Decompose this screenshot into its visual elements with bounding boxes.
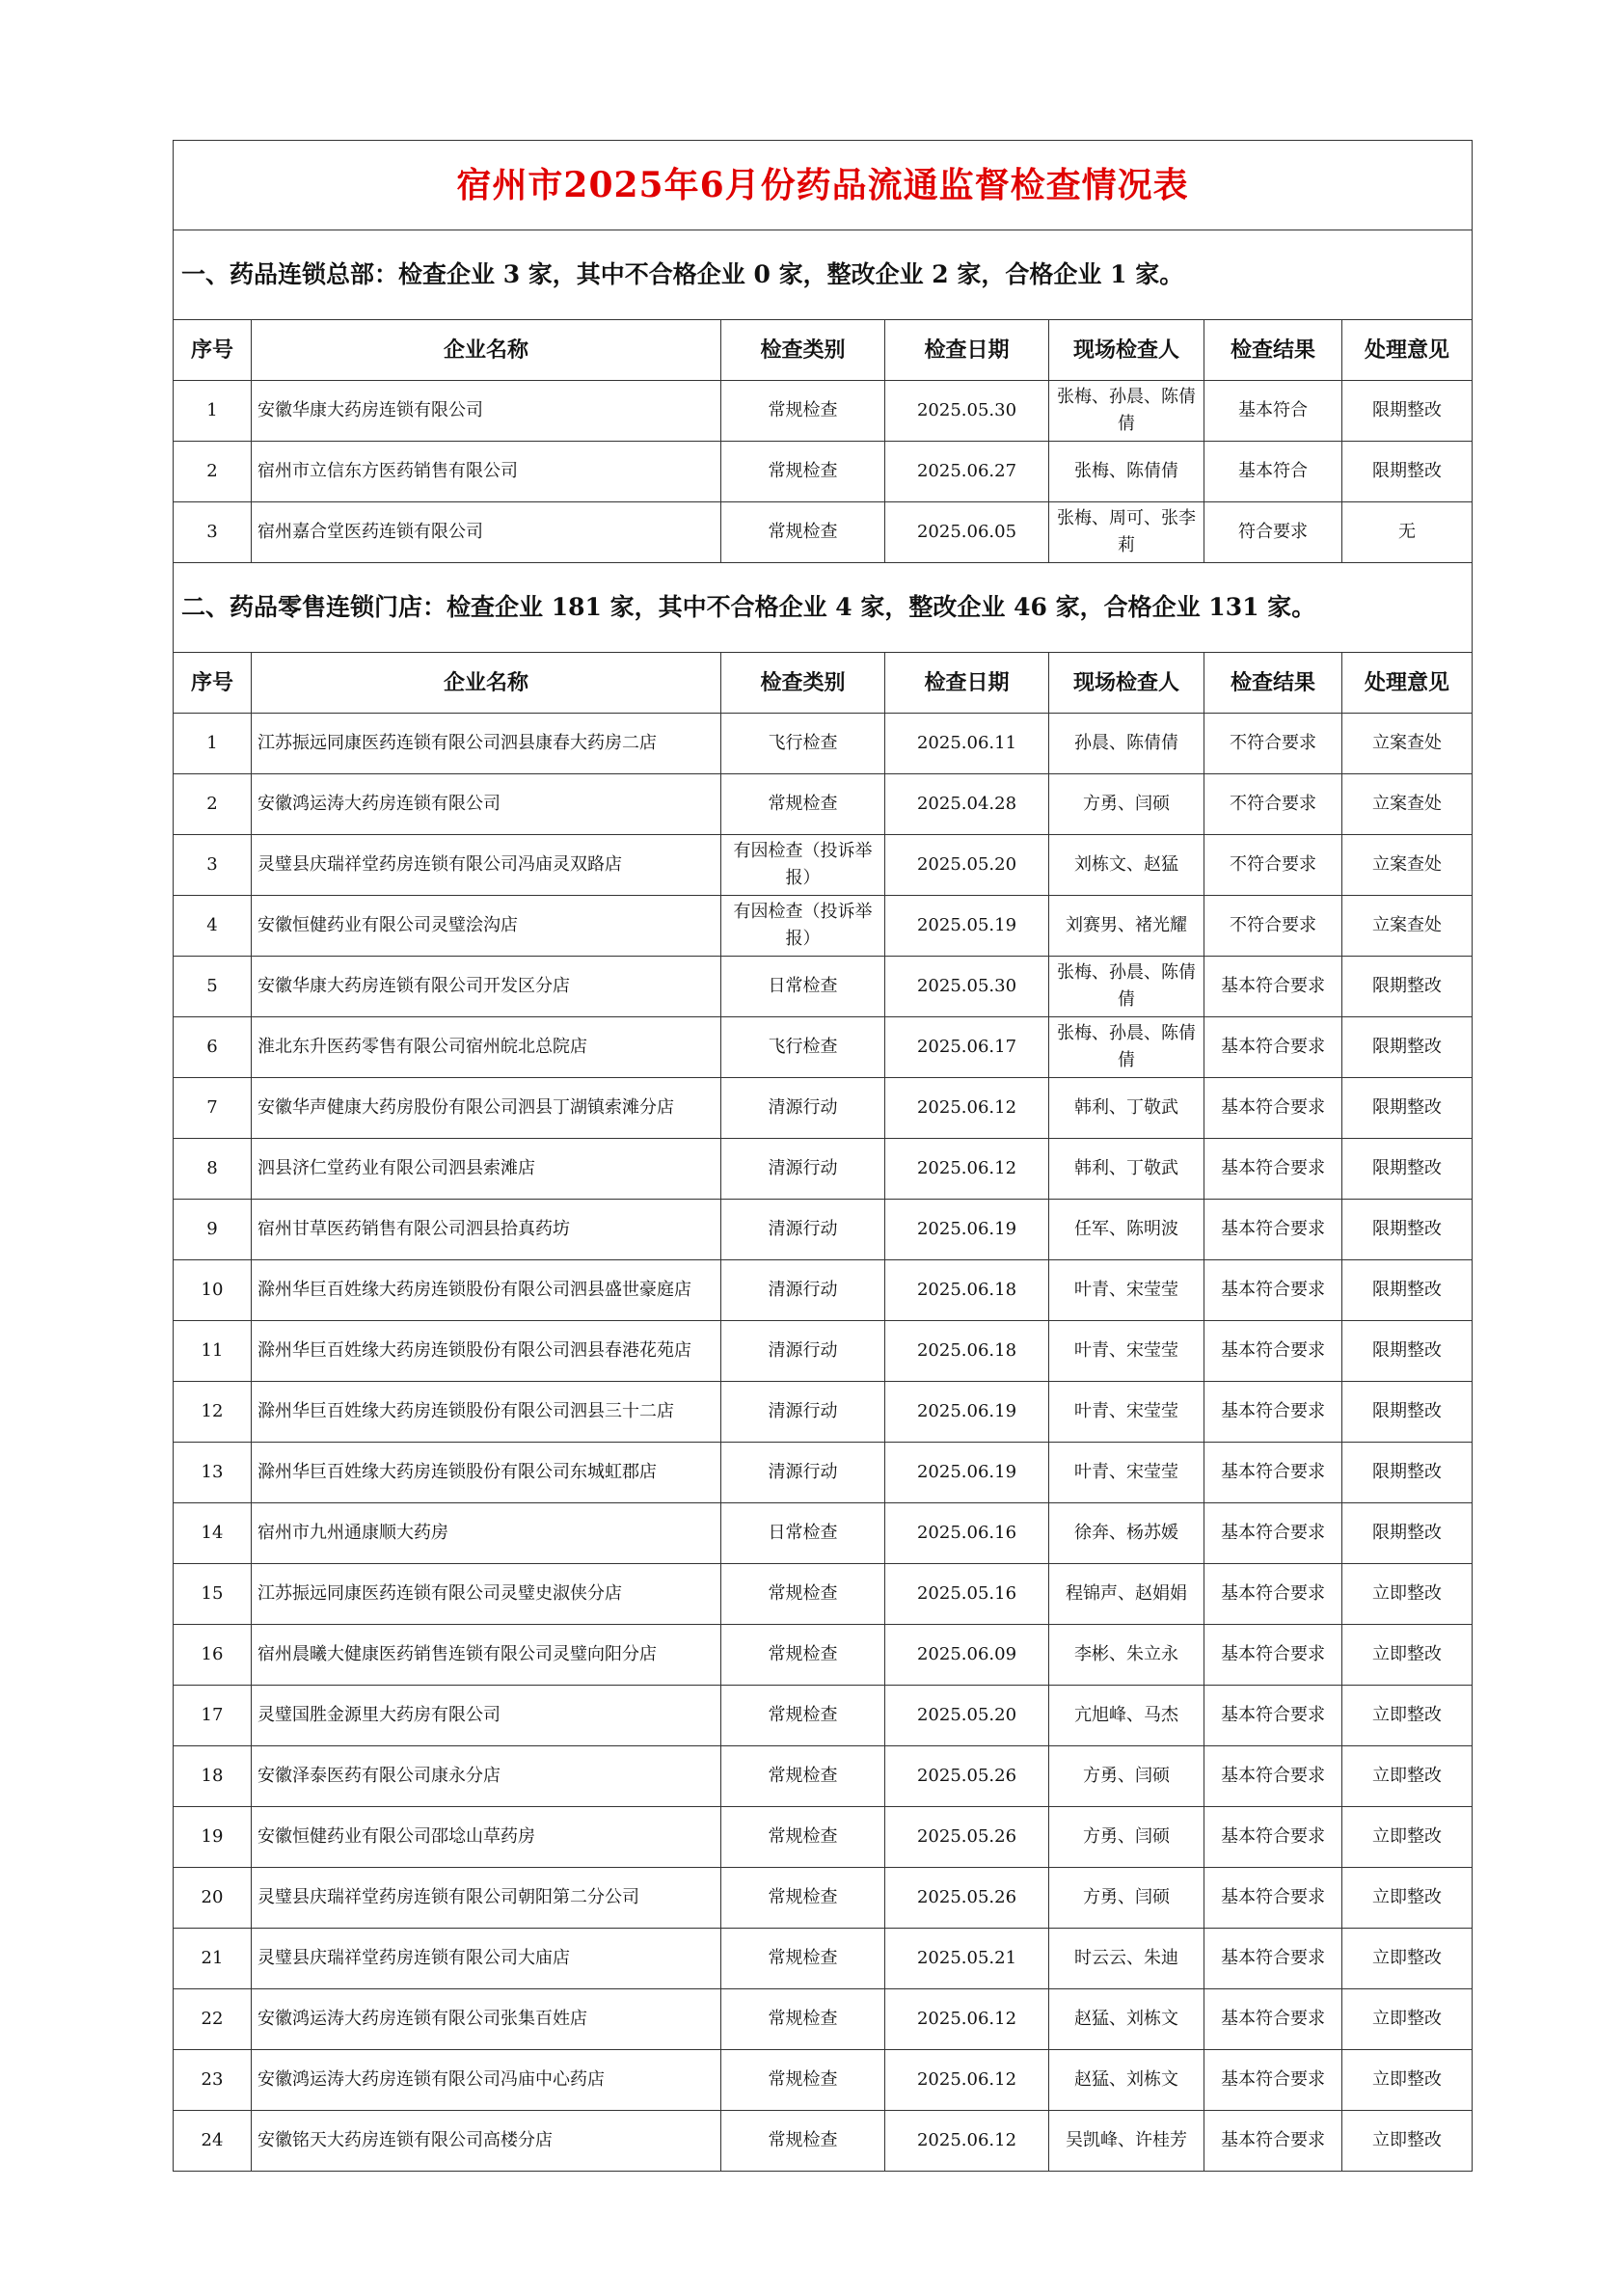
cell-inspection-date: 2025.06.11 — [885, 714, 1049, 774]
cell-company-name: 安徽华康大药房连锁有限公司开发区分店 — [252, 957, 721, 1017]
cell-handling-opinion: 立即整改 — [1342, 2111, 1473, 2172]
cell-inspectors: 韩利、丁敬武 — [1049, 1139, 1204, 1200]
cell-inspection-result: 基本符合要求 — [1204, 1321, 1342, 1382]
column-header-inspection-type: 检查类别 — [721, 320, 885, 381]
cell-handling-opinion: 限期整改 — [1342, 1200, 1473, 1260]
table-row — [174, 1746, 1473, 1807]
cell-inspection-date: 2025.05.30 — [885, 957, 1049, 1017]
table-row — [174, 442, 1473, 502]
cell-inspection-type: 常规检查 — [721, 1989, 885, 2050]
cell-inspection-date: 2025.06.17 — [885, 1017, 1049, 1078]
column-header-inspection-result: 检查结果 — [1204, 653, 1342, 714]
cell-row-index: 14 — [174, 1503, 252, 1564]
cell-handling-opinion: 无 — [1342, 502, 1473, 563]
cell-row-index: 24 — [174, 2111, 252, 2172]
table-row — [174, 1989, 1473, 2050]
cell-inspection-type: 常规检查 — [721, 1625, 885, 1686]
cell-inspectors: 亢旭峰、马杰 — [1049, 1686, 1204, 1746]
cell-inspection-result: 基本符合要求 — [1204, 1929, 1342, 1989]
cell-company-name: 宿州甘草医药销售有限公司泗县拾真药坊 — [252, 1200, 721, 1260]
cell-inspection-date: 2025.06.05 — [885, 502, 1049, 563]
cell-row-index: 20 — [174, 1868, 252, 1929]
cell-row-index: 15 — [174, 1564, 252, 1625]
section-heading-row — [174, 230, 1473, 320]
table-row — [174, 835, 1473, 896]
cell-row-index: 18 — [174, 1746, 252, 1807]
cell-inspectors: 叶青、宋莹莹 — [1049, 1443, 1204, 1503]
cell-row-index: 8 — [174, 1139, 252, 1200]
column-header-row-index: 序号 — [174, 653, 252, 714]
cell-inspection-date: 2025.06.12 — [885, 2050, 1049, 2111]
cell-inspection-type: 常规检查 — [721, 2111, 885, 2172]
cell-row-index: 12 — [174, 1382, 252, 1443]
cell-handling-opinion: 限期整改 — [1342, 1443, 1473, 1503]
cell-inspection-result: 基本符合要求 — [1204, 1200, 1342, 1260]
cell-inspection-result: 符合要求 — [1204, 502, 1342, 563]
cell-inspectors: 刘赛男、褚光耀 — [1049, 896, 1204, 957]
cell-inspection-type: 日常检查 — [721, 957, 885, 1017]
cell-handling-opinion: 立即整改 — [1342, 1868, 1473, 1929]
cell-inspection-type: 常规检查 — [721, 1929, 885, 1989]
table-row — [174, 1078, 1473, 1139]
cell-inspection-result: 基本符合要求 — [1204, 2050, 1342, 2111]
table-row — [174, 1139, 1473, 1200]
cell-row-index: 23 — [174, 2050, 252, 2111]
cell-row-index: 5 — [174, 957, 252, 1017]
table-row — [174, 1868, 1473, 1929]
cell-row-index: 19 — [174, 1807, 252, 1868]
cell-inspection-result: 基本符合要求 — [1204, 1564, 1342, 1625]
cell-inspectors: 任军、陈明波 — [1049, 1200, 1204, 1260]
cell-company-name: 安徽恒健药业有限公司灵璧浍沟店 — [252, 896, 721, 957]
cell-row-index: 21 — [174, 1929, 252, 1989]
column-header-company-name: 企业名称 — [252, 320, 721, 381]
cell-inspection-result: 基本符合要求 — [1204, 1503, 1342, 1564]
cell-company-name: 滁州华巨百姓缘大药房连锁股份有限公司东城虹郡店 — [252, 1443, 721, 1503]
cell-handling-opinion: 限期整改 — [1342, 1260, 1473, 1321]
cell-row-index: 1 — [174, 714, 252, 774]
cell-inspection-type: 常规检查 — [721, 1686, 885, 1746]
cell-inspectors: 吴凯峰、许桂芳 — [1049, 2111, 1204, 2172]
cell-inspection-type: 常规检查 — [721, 774, 885, 835]
table-row — [174, 1564, 1473, 1625]
cell-inspection-date: 2025.06.09 — [885, 1625, 1049, 1686]
cell-inspectors: 韩利、丁敬武 — [1049, 1078, 1204, 1139]
cell-inspectors: 叶青、宋莹莹 — [1049, 1382, 1204, 1443]
cell-inspection-type: 清源行动 — [721, 1260, 885, 1321]
cell-company-name: 安徽鸿运涛大药房连锁有限公司张集百姓店 — [252, 1989, 721, 2050]
cell-inspection-date: 2025.06.12 — [885, 1078, 1049, 1139]
cell-handling-opinion: 立即整改 — [1342, 1746, 1473, 1807]
table-row — [174, 1382, 1473, 1443]
cell-inspectors: 李彬、朱立永 — [1049, 1625, 1204, 1686]
cell-inspectors: 张梅、陈倩倩 — [1049, 442, 1204, 502]
cell-handling-opinion: 限期整改 — [1342, 957, 1473, 1017]
cell-handling-opinion: 立案查处 — [1342, 835, 1473, 896]
cell-inspectors: 张梅、孙晨、陈倩倩 — [1049, 957, 1204, 1017]
cell-inspection-type: 清源行动 — [721, 1139, 885, 1200]
table-row — [174, 1443, 1473, 1503]
cell-handling-opinion: 限期整改 — [1342, 1503, 1473, 1564]
cell-inspection-date: 2025.06.16 — [885, 1503, 1049, 1564]
cell-handling-opinion: 立即整改 — [1342, 1625, 1473, 1686]
cell-row-index: 4 — [174, 896, 252, 957]
table-header-row — [174, 320, 1473, 381]
table-row — [174, 714, 1473, 774]
cell-inspection-date: 2025.06.19 — [885, 1443, 1049, 1503]
cell-row-index: 7 — [174, 1078, 252, 1139]
cell-inspection-result: 基本符合要求 — [1204, 1868, 1342, 1929]
table-row — [174, 774, 1473, 835]
cell-inspection-result: 基本符合要求 — [1204, 1807, 1342, 1868]
table-row — [174, 1321, 1473, 1382]
cell-inspection-date: 2025.05.19 — [885, 896, 1049, 957]
cell-inspection-type: 有因检查（投诉举报） — [721, 835, 885, 896]
cell-handling-opinion: 限期整改 — [1342, 1078, 1473, 1139]
table-row — [174, 1200, 1473, 1260]
cell-company-name: 灵璧县庆瑞祥堂药房连锁有限公司朝阳第二分公司 — [252, 1868, 721, 1929]
cell-row-index: 17 — [174, 1686, 252, 1746]
cell-inspection-type: 清源行动 — [721, 1443, 885, 1503]
cell-inspection-result: 基本符合要求 — [1204, 1686, 1342, 1746]
cell-inspectors: 方勇、闫硕 — [1049, 774, 1204, 835]
cell-inspection-date: 2025.05.20 — [885, 835, 1049, 896]
cell-inspection-result: 基本符合 — [1204, 381, 1342, 442]
column-header-handling-opinion: 处理意见 — [1342, 320, 1473, 381]
table-row — [174, 1807, 1473, 1868]
cell-company-name: 淮北东升医药零售有限公司宿州皖北总院店 — [252, 1017, 721, 1078]
cell-inspection-result: 基本符合要求 — [1204, 1382, 1342, 1443]
cell-handling-opinion: 限期整改 — [1342, 1017, 1473, 1078]
cell-inspectors: 方勇、闫硕 — [1049, 1807, 1204, 1868]
cell-handling-opinion: 立即整改 — [1342, 2050, 1473, 2111]
cell-inspection-result: 不符合要求 — [1204, 896, 1342, 957]
cell-inspection-type: 常规检查 — [721, 1868, 885, 1929]
inspection-sheet — [173, 140, 1472, 2172]
column-header-row-index: 序号 — [174, 320, 252, 381]
cell-inspection-type: 清源行动 — [721, 1382, 885, 1443]
cell-company-name: 宿州嘉合堂医药连锁有限公司 — [252, 502, 721, 563]
cell-inspection-type: 常规检查 — [721, 1564, 885, 1625]
cell-inspectors: 方勇、闫硕 — [1049, 1746, 1204, 1807]
cell-company-name: 灵璧县庆瑞祥堂药房连锁有限公司冯庙灵双路店 — [252, 835, 721, 896]
cell-inspection-type: 清源行动 — [721, 1078, 885, 1139]
cell-handling-opinion: 限期整改 — [1342, 1139, 1473, 1200]
cell-inspection-type: 常规检查 — [721, 1746, 885, 1807]
cell-inspection-date: 2025.06.19 — [885, 1200, 1049, 1260]
cell-inspectors: 张梅、孙晨、陈倩倩 — [1049, 1017, 1204, 1078]
cell-inspection-type: 日常检查 — [721, 1503, 885, 1564]
cell-row-index: 1 — [174, 381, 252, 442]
cell-company-name: 滁州华巨百姓缘大药房连锁股份有限公司泗县春港花苑店 — [252, 1321, 721, 1382]
cell-company-name: 滁州华巨百姓缘大药房连锁股份有限公司泗县盛世豪庭店 — [252, 1260, 721, 1321]
table-row — [174, 1017, 1473, 1078]
cell-inspection-type: 常规检查 — [721, 502, 885, 563]
cell-inspection-result: 不符合要求 — [1204, 774, 1342, 835]
cell-inspectors: 程锦声、赵娟娟 — [1049, 1564, 1204, 1625]
cell-row-index: 22 — [174, 1989, 252, 2050]
cell-inspectors: 赵猛、刘栋文 — [1049, 1989, 1204, 2050]
cell-company-name: 滁州华巨百姓缘大药房连锁股份有限公司泗县三十二店 — [252, 1382, 721, 1443]
column-header-inspectors: 现场检查人 — [1049, 653, 1204, 714]
cell-company-name: 安徽华康大药房连锁有限公司 — [252, 381, 721, 442]
cell-handling-opinion: 限期整改 — [1342, 1382, 1473, 1443]
cell-inspection-result: 基本符合要求 — [1204, 1139, 1342, 1200]
cell-inspection-result: 基本符合 — [1204, 442, 1342, 502]
table-row — [174, 1686, 1473, 1746]
cell-inspection-date: 2025.06.12 — [885, 1989, 1049, 2050]
cell-company-name: 宿州晨曦大健康医药销售连锁有限公司灵璧向阳分店 — [252, 1625, 721, 1686]
cell-row-index: 3 — [174, 502, 252, 563]
cell-inspection-date: 2025.05.26 — [885, 1868, 1049, 1929]
cell-company-name: 灵璧国胜金源里大药房有限公司 — [252, 1686, 721, 1746]
cell-inspection-date: 2025.05.21 — [885, 1929, 1049, 1989]
table-row — [174, 381, 1473, 442]
column-header-inspectors: 现场检查人 — [1049, 320, 1204, 381]
cell-inspection-type: 常规检查 — [721, 442, 885, 502]
cell-inspection-type: 清源行动 — [721, 1321, 885, 1382]
cell-inspection-date: 2025.05.30 — [885, 381, 1049, 442]
section-heading: 一、药品连锁总部：检查企业 3 家，其中不合格企业 0 家，整改企业 2 家，合格企业 1 家。 — [174, 230, 1473, 320]
cell-inspection-result: 基本符合要求 — [1204, 1260, 1342, 1321]
cell-inspection-date: 2025.05.26 — [885, 1746, 1049, 1807]
cell-handling-opinion: 立案查处 — [1342, 774, 1473, 835]
table-row — [174, 1625, 1473, 1686]
column-header-inspection-date: 检查日期 — [885, 320, 1049, 381]
cell-inspection-result: 基本符合要求 — [1204, 1989, 1342, 2050]
column-header-inspection-date: 检查日期 — [885, 653, 1049, 714]
cell-inspection-date: 2025.06.19 — [885, 1382, 1049, 1443]
cell-company-name: 安徽泽泰医药有限公司康永分店 — [252, 1746, 721, 1807]
cell-inspection-type: 常规检查 — [721, 2050, 885, 2111]
cell-row-index: 3 — [174, 835, 252, 896]
page-title: 宿州市2025年6月份药品流通监督检查情况表 — [174, 141, 1473, 230]
inspection-table — [173, 140, 1473, 2172]
cell-inspection-type: 飞行检查 — [721, 714, 885, 774]
cell-handling-opinion: 立即整改 — [1342, 1807, 1473, 1868]
cell-inspection-type: 飞行检查 — [721, 1017, 885, 1078]
cell-inspection-result: 基本符合要求 — [1204, 1443, 1342, 1503]
cell-inspectors: 时云云、朱迪 — [1049, 1929, 1204, 1989]
cell-row-index: 11 — [174, 1321, 252, 1382]
table-row — [174, 957, 1473, 1017]
cell-row-index: 16 — [174, 1625, 252, 1686]
cell-inspectors: 刘栋文、赵猛 — [1049, 835, 1204, 896]
section-heading: 二、药品零售连锁门店：检查企业 181 家，其中不合格企业 4 家，整改企业 46 家，合格企业 131 家。 — [174, 563, 1473, 653]
cell-handling-opinion: 立即整改 — [1342, 1929, 1473, 1989]
cell-inspection-result: 不符合要求 — [1204, 714, 1342, 774]
cell-inspectors: 赵猛、刘栋文 — [1049, 2050, 1204, 2111]
table-row — [174, 1929, 1473, 1989]
cell-inspection-date: 2025.04.28 — [885, 774, 1049, 835]
cell-inspection-result: 基本符合要求 — [1204, 1625, 1342, 1686]
cell-inspection-type: 常规检查 — [721, 381, 885, 442]
cell-company-name: 江苏振远同康医药连锁有限公司灵璧史淑侠分店 — [252, 1564, 721, 1625]
cell-handling-opinion: 限期整改 — [1342, 442, 1473, 502]
cell-inspection-type: 清源行动 — [721, 1200, 885, 1260]
table-row — [174, 896, 1473, 957]
cell-company-name: 安徽铭天大药房连锁有限公司高楼分店 — [252, 2111, 721, 2172]
column-header-company-name: 企业名称 — [252, 653, 721, 714]
column-header-inspection-type: 检查类别 — [721, 653, 885, 714]
cell-inspection-date: 2025.06.12 — [885, 1139, 1049, 1200]
table-row — [174, 1260, 1473, 1321]
cell-row-index: 13 — [174, 1443, 252, 1503]
cell-company-name: 泗县济仁堂药业有限公司泗县索滩店 — [252, 1139, 721, 1200]
cell-row-index: 10 — [174, 1260, 252, 1321]
section-heading-row — [174, 563, 1473, 653]
column-header-inspection-result: 检查结果 — [1204, 320, 1342, 381]
column-header-handling-opinion: 处理意见 — [1342, 653, 1473, 714]
cell-inspection-date: 2025.06.12 — [885, 2111, 1049, 2172]
cell-inspection-date: 2025.06.18 — [885, 1260, 1049, 1321]
cell-inspection-result: 基本符合要求 — [1204, 1017, 1342, 1078]
cell-inspection-result: 基本符合要求 — [1204, 957, 1342, 1017]
cell-inspectors: 叶青、宋莹莹 — [1049, 1260, 1204, 1321]
cell-company-name: 安徽华声健康大药房股份有限公司泗县丁湖镇索滩分店 — [252, 1078, 721, 1139]
cell-company-name: 安徽恒健药业有限公司邵埝山草药房 — [252, 1807, 721, 1868]
cell-handling-opinion: 限期整改 — [1342, 1321, 1473, 1382]
cell-inspection-date: 2025.06.27 — [885, 442, 1049, 502]
cell-inspection-date: 2025.05.26 — [885, 1807, 1049, 1868]
cell-row-index: 2 — [174, 774, 252, 835]
table-header-row — [174, 653, 1473, 714]
cell-company-name: 安徽鸿运涛大药房连锁有限公司冯庙中心药店 — [252, 2050, 721, 2111]
cell-inspectors: 方勇、闫硕 — [1049, 1868, 1204, 1929]
cell-handling-opinion: 立即整改 — [1342, 1989, 1473, 2050]
table-row — [174, 2050, 1473, 2111]
cell-handling-opinion: 立即整改 — [1342, 1564, 1473, 1625]
cell-row-index: 6 — [174, 1017, 252, 1078]
cell-inspection-date: 2025.06.18 — [885, 1321, 1049, 1382]
cell-inspection-result: 不符合要求 — [1204, 835, 1342, 896]
cell-company-name: 宿州市九州通康顺大药房 — [252, 1503, 721, 1564]
cell-company-name: 宿州市立信东方医药销售有限公司 — [252, 442, 721, 502]
table-row — [174, 1503, 1473, 1564]
cell-company-name: 江苏振远同康医药连锁有限公司泗县康春大药房二店 — [252, 714, 721, 774]
cell-inspection-result: 基本符合要求 — [1204, 1078, 1342, 1139]
cell-company-name: 灵璧县庆瑞祥堂药房连锁有限公司大庙店 — [252, 1929, 721, 1989]
cell-inspectors: 孙晨、陈倩倩 — [1049, 714, 1204, 774]
cell-inspection-result: 基本符合要求 — [1204, 2111, 1342, 2172]
cell-inspection-date: 2025.05.16 — [885, 1564, 1049, 1625]
cell-inspectors: 张梅、周可、张李莉 — [1049, 502, 1204, 563]
cell-inspection-type: 常规检查 — [721, 1807, 885, 1868]
cell-handling-opinion: 立即整改 — [1342, 1686, 1473, 1746]
cell-company-name: 安徽鸿运涛大药房连锁有限公司 — [252, 774, 721, 835]
cell-inspectors: 徐奔、杨苏媛 — [1049, 1503, 1204, 1564]
table-row — [174, 2111, 1473, 2172]
cell-handling-opinion: 立案查处 — [1342, 714, 1473, 774]
cell-handling-opinion: 限期整改 — [1342, 381, 1473, 442]
cell-inspection-type: 有因检查（投诉举报） — [721, 896, 885, 957]
cell-handling-opinion: 立案查处 — [1342, 896, 1473, 957]
cell-inspectors: 张梅、孙晨、陈倩倩 — [1049, 381, 1204, 442]
table-row — [174, 502, 1473, 563]
cell-inspection-date: 2025.05.20 — [885, 1686, 1049, 1746]
cell-row-index: 2 — [174, 442, 252, 502]
cell-inspection-result: 基本符合要求 — [1204, 1746, 1342, 1807]
cell-inspectors: 叶青、宋莹莹 — [1049, 1321, 1204, 1382]
cell-row-index: 9 — [174, 1200, 252, 1260]
